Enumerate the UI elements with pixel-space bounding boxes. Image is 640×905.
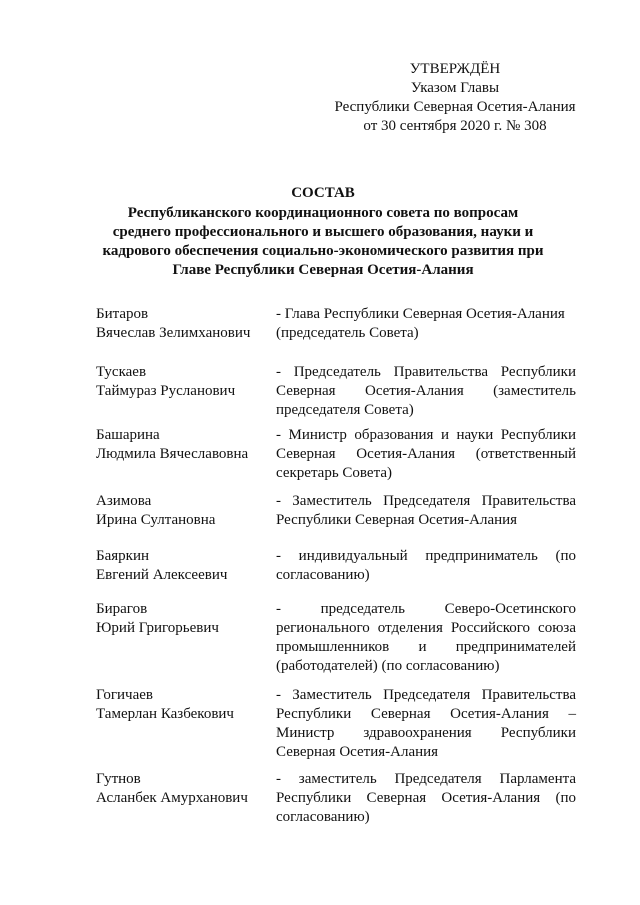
title-heading: СОСТАВ <box>291 185 355 201</box>
role-line: регионального отделения Российского союза <box>276 620 576 636</box>
member-name <box>96 547 271 585</box>
member-given-name: Таймураз Русланович <box>96 383 236 399</box>
approval-title: УТВЕРЖДЁН <box>409 61 501 77</box>
member-role <box>276 363 576 420</box>
role-line: Северная Осетия-Алания (заместитель <box>276 383 576 399</box>
member-role <box>276 426 576 483</box>
role-line: (работодателей) (по согласованию) <box>276 658 500 674</box>
role-line: (председатель Совета) <box>276 325 419 341</box>
role-text <box>276 686 576 762</box>
member-role <box>276 600 576 676</box>
role-line: председателя Совета) <box>276 402 414 418</box>
role-line: - Заместитель Председателя Правительства <box>276 493 576 509</box>
member-given-name: Людмила Вячеславовна <box>96 446 249 462</box>
role-line: - Глава Республики Северная Осетия-Алания <box>276 306 565 322</box>
approval-republic: Республики Северная Осетия-Алания <box>334 99 576 115</box>
title-line: Главе Республики Северная Осетия-Алания <box>172 262 474 278</box>
title-line: Республиканского координационного совета по вопросам <box>127 205 519 221</box>
member-role <box>276 770 576 827</box>
role-line: согласованию) <box>276 567 370 583</box>
role-text <box>276 363 576 420</box>
role-line: Республики Северная Осетия-Алания – <box>276 706 576 722</box>
member-surname: Гутнов <box>96 771 141 787</box>
member-name <box>96 600 271 638</box>
title-line: кадрового обеспечения социально-экономического развития при <box>102 243 544 259</box>
role-line: - Министр образования и науки Республики <box>276 427 576 443</box>
role-line: Северная Осетия-Алания (ответственный <box>276 446 576 462</box>
member-role <box>276 305 576 343</box>
member-surname: Азимова <box>96 493 152 509</box>
approval-stamp <box>330 60 580 136</box>
member-name <box>96 492 271 530</box>
role-line: Северная Осетия-Алания <box>276 744 439 760</box>
member-name <box>96 770 271 808</box>
role-line: - индивидуальный предприниматель (по <box>276 548 576 564</box>
member-name <box>96 305 271 343</box>
member-name <box>96 426 271 464</box>
role-line: Республики Северная Осетия-Алания (по <box>276 790 576 806</box>
member-name <box>96 686 271 724</box>
member-surname: Тускаев <box>96 364 147 380</box>
role-line: промышленников и предпринимателей <box>276 639 576 655</box>
member-role <box>276 686 576 762</box>
member-role <box>276 492 576 530</box>
member-surname: Гогичаев <box>96 687 153 703</box>
role-text <box>276 547 576 585</box>
member-surname: Бирагов <box>96 601 148 617</box>
title-line: среднего профессионального и высшего образования, науки и <box>112 224 534 240</box>
approval-decree: Указом Главы <box>410 80 500 96</box>
role-text <box>276 492 576 530</box>
role-text <box>276 600 576 676</box>
member-given-name: Вячеслав Зелимханович <box>96 325 251 341</box>
approval-date: от 30 сентября 2020 г. № 308 <box>363 118 547 134</box>
member-given-name: Тамерлан Казбекович <box>96 706 234 722</box>
member-given-name: Юрий Григорьевич <box>96 620 219 636</box>
role-line: - Председатель Правительства Республики <box>276 364 576 380</box>
document-title <box>100 184 546 280</box>
role-line: согласованию) <box>276 809 370 825</box>
role-line: - председатель Северо-Осетинского <box>276 601 576 617</box>
role-line: секретарь Совета) <box>276 465 392 481</box>
member-role <box>276 547 576 585</box>
role-text <box>276 770 576 827</box>
member-surname: Битаров <box>96 306 149 322</box>
role-line: Республики Северная Осетия-Алания <box>276 512 518 528</box>
member-surname: Баяркин <box>96 548 150 564</box>
role-text <box>276 426 576 483</box>
role-line: - заместитель Председателя Парламента <box>276 771 576 787</box>
member-given-name: Евгений Алексеевич <box>96 567 228 583</box>
member-given-name: Асланбек Амурханович <box>96 790 248 806</box>
role-line: Министр здравоохранения Республики <box>276 725 576 741</box>
role-line: - Заместитель Председателя Правительства <box>276 687 576 703</box>
member-name <box>96 363 271 401</box>
member-given-name: Ирина Султановна <box>96 512 216 528</box>
member-surname: Башарина <box>96 427 160 443</box>
